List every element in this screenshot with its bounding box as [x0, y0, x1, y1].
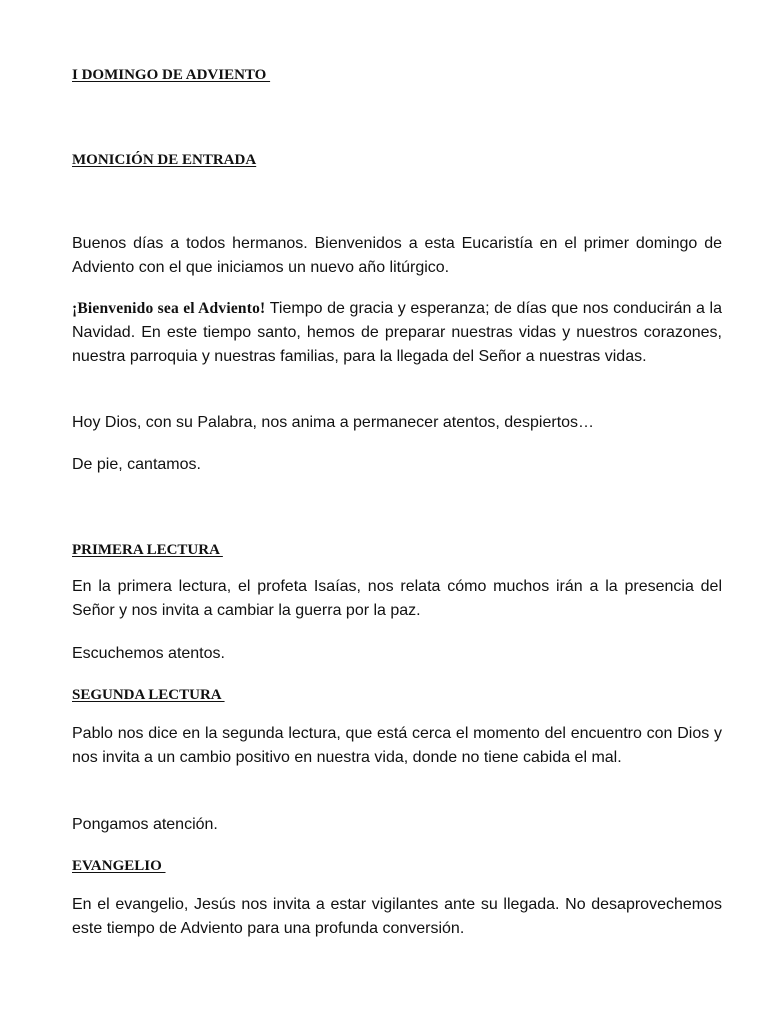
emphasis-bienvenido-adviento: ¡Bienvenido sea el Adviento! [72, 300, 266, 317]
paragraph-escuchemos: Escuchemos atentos. [72, 645, 225, 662]
paragraph-palabra: Hoy Dios, con su Palabra, nos anima a permanecer atentos, despiertos… [72, 414, 595, 431]
paragraph-primera-lectura: En la primera lectura, el profeta Isaías, nos relata cómo muchos irán a la presencia del Señor y nos invita a cambiar la guerra por la paz. [72, 578, 722, 619]
section-heading-monicion-entrada: MONICIÓN DE ENTRADA [72, 152, 257, 168]
paragraph-evangelio: En el evangelio, Jesús nos invita a estar vigilantes ante su llegada. No desaprovechemos este tiempo de Adviento para una profunda conversión. [72, 896, 722, 937]
section-heading-segunda-lectura: SEGUNDA LECTURA [72, 687, 225, 703]
paragraph-bienvenida: Buenos días a todos hermanos. Bienvenidos a esta Eucaristía en el primer domingo de Adviento con el que iniciamos un nuevo año litúrgico. [72, 235, 722, 276]
document-title: I DOMINGO DE ADVIENTO [72, 67, 271, 83]
paragraph-adviento-text: Tiempo de gracia y esperanza; de días que nos conducirán a la Navidad. En este tiempo santo, hemos de preparar nuestras vidas y nuestros corazones, nuestra parroquia y nuestras familias, para la llegada del Señor a nuestras vidas. [72, 300, 722, 365]
paragraph-cantamos: De pie, cantamos. [72, 456, 201, 473]
section-heading-evangelio: EVANGELIO [72, 858, 166, 874]
paragraph-segunda-lectura: Pablo nos dice en la segunda lectura, que está cerca el momento del encuentro con Dios y nos invita a un cambio positivo en nuestra vida, donde no tiene cabida el mal. [72, 725, 722, 766]
paragraph-pongamos: Pongamos atención. [72, 816, 218, 833]
paragraph-adviento [72, 297, 722, 369]
section-heading-primera-lectura: PRIMERA LECTURA [72, 542, 223, 558]
